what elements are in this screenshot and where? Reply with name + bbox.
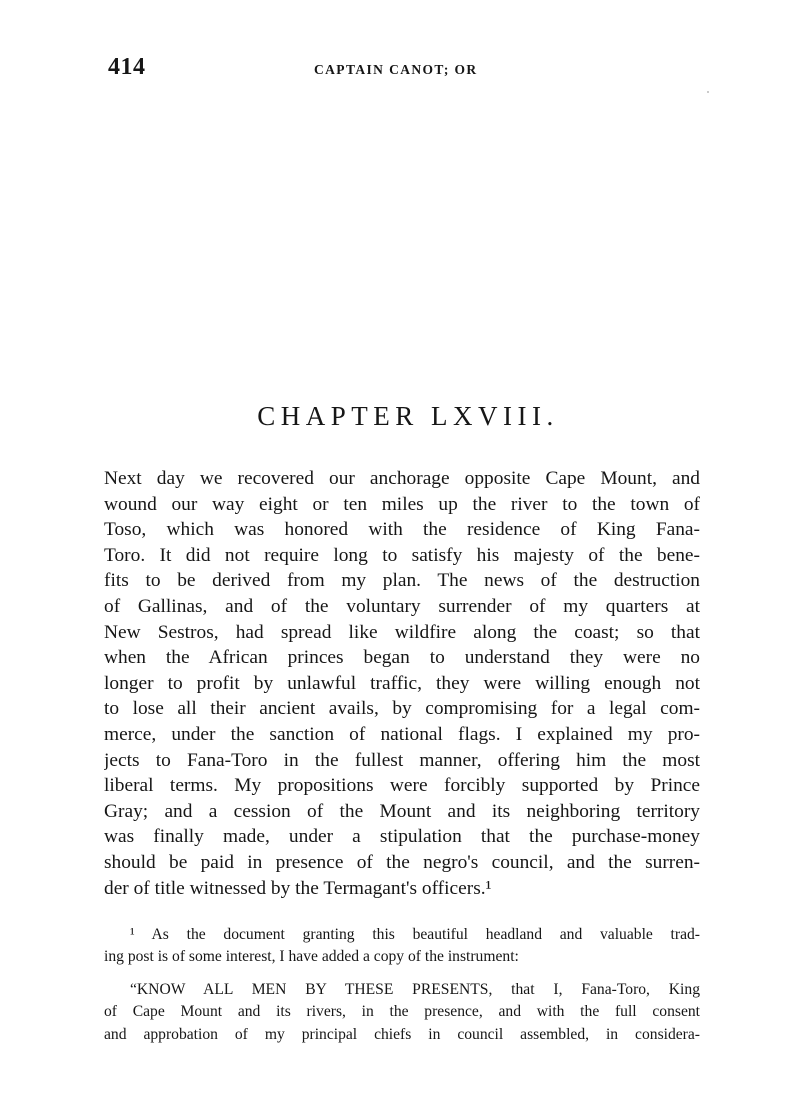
footnote-line: of Cape Mount and its rivers, in the presence, and with the full consent	[104, 1003, 700, 1021]
footnote-line: ing post is of some interest, I have added a copy of the instrument:	[104, 948, 519, 966]
body-line: liberal terms. My propositions were forcibly supported by Prince	[104, 775, 700, 797]
page-number: 414	[108, 54, 146, 80]
body-line: jects to Fana-Toro in the fullest manner, offering him the most	[104, 749, 700, 771]
body-line: fits to be derived from my plan. The news of the destruction	[104, 570, 700, 592]
body-line: Toso, which was honored with the residence of King Fana-	[104, 519, 700, 541]
footnote	[104, 924, 700, 1046]
body-text	[104, 466, 700, 901]
paper-speck	[707, 91, 709, 93]
body-line: of Gallinas, and of the voluntary surrender of my quarters at	[104, 595, 700, 617]
body-line: to lose all their ancient avails, by compromising for a legal com-	[104, 698, 700, 720]
footnote-line: and approbation of my principal chiefs in council assembled, in considera-	[104, 1025, 700, 1043]
body-line: should be paid in presence of the negro's council, and the surren-	[104, 851, 700, 873]
body-line: New Sestros, had spread like wildfire along the coast; so that	[104, 621, 700, 643]
body-line: wound our way eight or ten miles up the river to the town of	[104, 493, 700, 515]
footnote-line: ¹ As the document granting this beautiful headland and valuable trad-	[130, 926, 700, 943]
running-head	[108, 54, 700, 84]
body-line: Toro. It did not require long to satisfy his majesty of the bene-	[104, 544, 700, 566]
chapter-title: CHAPTER LXVIII.	[257, 401, 559, 431]
body-line: der of title witnessed by the Termagant's officers.¹	[104, 877, 492, 899]
body-line: was finally made, under a stipulation that the purchase-money	[104, 826, 700, 848]
body-line: Gray; and a cession of the Mount and its neighboring territory	[104, 800, 700, 822]
footnote-line: “KNOW ALL MEN BY THESE PRESENTS, that I, Fana-Toro, King	[130, 980, 700, 998]
running-title: CAPTAIN CANOT; OR	[314, 62, 478, 77]
body-line: Next day we recovered our anchorage opposite Cape Mount, and	[104, 468, 700, 489]
body-line: when the African princes began to understand they were no	[104, 647, 700, 669]
body-line: longer to profit by unlawful traffic, they were willing enough not	[104, 672, 700, 694]
body-line: merce, under the sanction of national flags. I explained my pro-	[104, 723, 700, 745]
